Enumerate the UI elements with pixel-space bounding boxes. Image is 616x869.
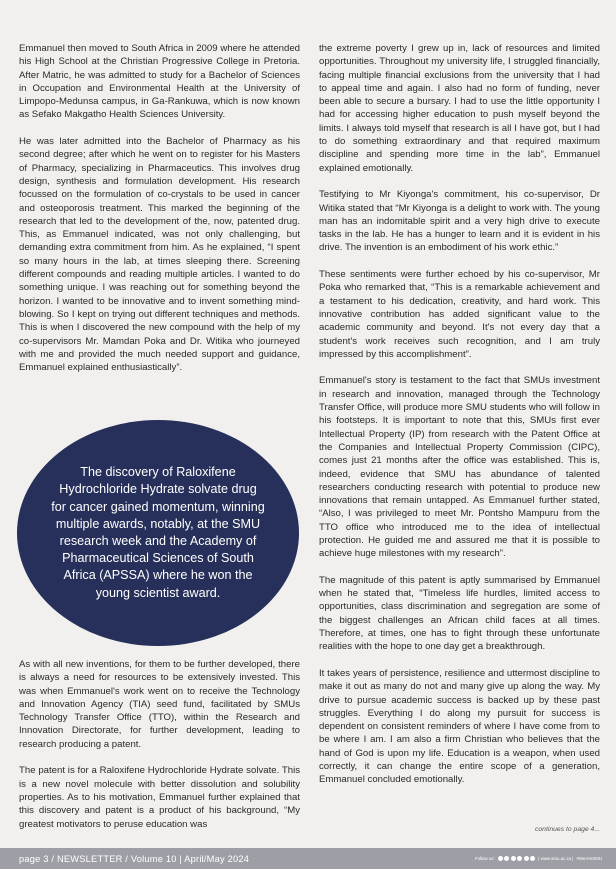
right-column	[319, 42, 600, 800]
website-link[interactable]: | www.smu.ac.za |	[538, 856, 574, 861]
article-paragraph: These sentiments were further echoed by his co-supervisor, Mr Poka who remarked that, “This is a remarkable achievement and a testament to his dedication, creativity, and hard work. This innovative contribution has added significant value to the academic community and beyond. It's not every day that a student's work receives such recognition, and I am truly impressed by this accomplishment”.	[319, 269, 600, 360]
page-footer	[0, 848, 616, 869]
hashtag: #WeAreSMU	[576, 856, 602, 861]
article-paragraph: It takes years of persistence, resilience and uttermost discipline to make it out as many do not and many give up along the way. My drive to pursue academic success is backed up by these past struggles. Everything I do along my pursuit for success is dependent on consistent reminders of where I have come from to be where I am. I am also a firm Christian who believes that the hand of God is upon my life. Education is a weapon, when used correctly, it can change the entire scope of a generation, Emmanuel concluded emotionally.	[319, 667, 600, 786]
x-icon[interactable]	[504, 856, 509, 861]
footer-social	[475, 856, 602, 861]
pull-quote-text: The discovery of Raloxifene Hydrochloride Hydrate solvate drug for cancer gained momentum, winning multiple awards, notably, at the SMU research week and the Academy of Pharmaceutical Sciences of South Africa (APSSA) where he won the young scientist award.	[51, 465, 265, 600]
youtube-icon[interactable]	[524, 856, 529, 861]
article-paragraph: The magnitude of this patent is aptly summarised by Emmanuel when he stated that, “Timeless life hurdles, limited access to opportunities, class discrimination and segregation are some of the biggest challenges an African child faces at all times. Therefore, at times, one has to fight through these unfortunate realities with the hope to one day get a breakthrough.	[319, 574, 600, 653]
follow-label: Follow us:	[474, 856, 495, 861]
linkedin-icon[interactable]	[517, 856, 522, 861]
article-paragraph: The patent is for a Raloxifene Hydrochloride Hydrate solvate. This is a new novel molecule with better dissolution and solubility properties. As to his motivation, Emmanuel further explained that this discovery and patent is a product of his background, “My greatest motivators to peruse education was	[19, 765, 300, 830]
left-column-lower	[19, 658, 300, 844]
article-paragraph: Testifying to Mr Kiyonga's commitment, his co-supervisor, Dr Witika stated that “Mr Kiyonga is a delight to work with. The young man has an indomitable spirit and a very high drive to execute tasks in the lab. He has a hunger to learn and it is evident in his drive. The invention is an embodiment of his work ethic.”	[319, 189, 600, 254]
article-paragraph: As with all new inventions, for them to be further developed, there is always a need for resources to be extensively invested. This was when Emmanuel's work went on to receive the Technology and Innovation Agency (TIA) seed fund, facilitated by SMUs Technology Transfer Office (TTO), within the Research and Innovation Directorate, for further development, leading to research producing a patent.	[19, 659, 300, 750]
article-paragraph: Emmanuel's story is testament to the fact that SMUs investment in research and innovation, managed through the Technology Transfer Office, will produce more SMU students who will follow in his footsteps. It is important to note that this, SMUs first ever Intellectual Property (IP) from research with the Patent Office at the Companies and Intellectual Property Commission (CIPC), comes just 21 months after the office was established. This is, indeed, evidence that SMU has abundance of talented researchers conducting research with potential to produce new innovations that remain untapped. As Emmanuel further stated, “Also, I was privileged to meet Mr. Pontsho Mampuru from the TTO office who introduced me to the idea of intellectual protection. He guided me and assured me that it is possible to achieve huge milestones with my research”.	[319, 375, 600, 560]
continues-note: continues to page 4...	[535, 826, 600, 833]
article-paragraph: the extreme poverty I grew up in, lack of resources and limited opportunities. Throughout my university life, I struggled financially, facing multiple financial exclusions from the university that I had to appeal time and again. I also had no form of funding, never been able to secure a bursary. I had to use the little opportunity I had for accessing higher education to push myself beyond the limits. I always told myself that research is all I have got, but I had to do something extraordinary and that required maximum discipline and spending more time in the lab”, Emmanuel explained emotionally.	[319, 43, 600, 174]
instagram-icon[interactable]	[511, 856, 516, 861]
facebook-icon[interactable]	[498, 856, 503, 861]
social-icons	[498, 856, 536, 861]
tiktok-icon[interactable]	[530, 856, 535, 861]
pull-quote-callout	[17, 420, 299, 646]
page-info: page 3 / NEWSLETTER / Volume 10 | April/May 2024	[19, 853, 250, 864]
left-column	[19, 42, 300, 388]
article-paragraph: He was later admitted into the Bachelor of Pharmacy as his second degree; after which he went on to register for his Masters of Pharmacy, specializing in Pharmaceutics. This involves drug design, synthesis and formulation development. His research focussed on the formulation of co-crystals to be used in cancer and osteoporosis treatment. This marked the beginning of the research that led to the development of the, now, patented drug. This, as Emmanuel indicated, was not only challenging, but demanding extra commitment from him. As he explained, “I spent so many hours in the lab, at times sleeping there. Screening different compounds and reading multiple articles. I wanted to do something unique. I was reaching out for something beyond the horizon. I wanted to be innovative and to invent something mind-blowing. So I kept on trying out different techniques and methods. This is when I discovered the new compound with the help of my co-supervisors Mr. Mamdan Poka and Dr. Witika who journeyed with me and provided the much needed support and guidance, Emmanuel explained enthusiastically”.	[19, 136, 300, 374]
article-paragraph: Emmanuel then moved to South Africa in 2009 where he attended his High School at the Christian Progressive College in Pretoria. After Matric, he was admitted to study for a Bachelor of Sciences in Occupation and Environmental Health at the University of Limpopo-Medunsa campus, in Ga-Rankuwa, which is now known as Sefako Makgatho Health Sciences University.	[19, 43, 300, 121]
